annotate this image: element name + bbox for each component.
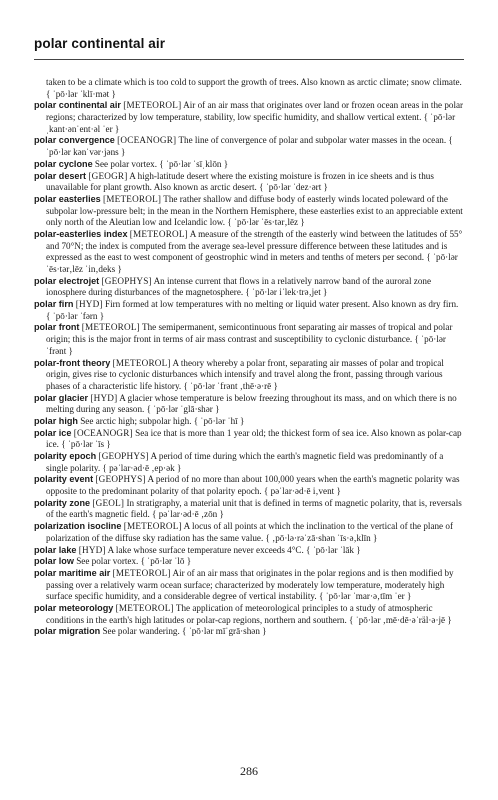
entry-headword: polar maritime air [34,567,111,578]
entry-headword: polarity zone [34,497,91,508]
entry-definition: A high-latitude desert where the existing moisture is frozen in ice sheets and is thus unavailable for plant growth. Also known as arctic desert. { ˈpō·lər ˈdez·ərt } [46,170,434,193]
subject-label: [GEOPHYS] [98,451,149,461]
entry-definition: Firn formed at low temperatures with no melting or liquid water present. Also known as dry firn. { ˈpō·lər ˈfərn } [46,299,459,321]
header-rule [34,59,464,60]
subject-label: [METEOROL] [115,602,174,613]
entry-definition: A period of time during which the earth's magnetic field was predominantly of a single polarity. { pəˈlar·əd·ē ‚ep·ək } [46,451,444,473]
dictionary-entry [34,135,464,158]
running-head: polar continental air [34,36,166,51]
subject-label: [HYD] [75,299,103,310]
dictionary-entry [34,498,464,521]
subject-label: [GEOPHYS] [95,474,146,485]
entry-headword: polar high [34,415,78,426]
dictionary-entry [34,276,464,299]
page-number: 286 [240,764,258,778]
entry-headword: polarity epoch [34,451,97,461]
entry-headword: polar firn [34,299,74,310]
entry-definition: See polar vortex. { ˈpō·lər ˈsīˌklōn } [94,158,229,169]
subject-label: [METEOROL] [123,521,182,532]
dictionary-entry [34,322,464,357]
entry-definition: The semipermanent, semicontinuous front separating air masses of tropical and polar origin; this is the major front in terms of air mass contrast and susceptibility to cyclonic disturbance. { ˈpō·lər ˈfrənt } [46,322,453,356]
entry-definition: In stratigraphy, a material unit that is defined in terms of magnetic polarity, that is, reversals of the earth's magnetic field. { pəˈlar·əd·ē ‚zōn } [46,497,462,520]
dictionary-entry [34,568,464,603]
dictionary-entry [34,474,464,497]
dictionary-entry [34,428,464,451]
entry-definition: The application of meteorological principles to a study of atmospheric conditions in the earth's high latitudes or polar-cap regions, northern and southern. { ˈpō·lər ‚mē·dē·əˈräl·ə·jē } [46,602,452,625]
entry-definition: A measure of the strength of the easterly wind between the latitudes of 55° and 70°N; the index is computed from the average sea-level pressure difference between these latitudes and is expressed as the east to west component of geostrophic wind in meters and tenths of meters per second. { ˈpō·lər ˈēs·tər‚lēz ˈin‚deks } [46,228,463,274]
entry-continuation [34,77,464,100]
entry-headword: polar ice [34,427,72,438]
entry-definition: The line of convergence of polar and subpolar water masses in the ocean. { ˈpō·lər kənˈvər·jəns } [46,135,453,158]
entry-headword: polar continental air [34,100,121,111]
dictionary-entry [34,299,464,322]
entry-definition: A glacier whose temperature is below freezing throughout its mass, and on which there is no melting during any season. { ˈpō·lər ˈglā·shər } [46,392,457,415]
entry-definition: A theory whereby a polar front, separating air masses of polar and tropical origin, gives rise to cyclonic disturbances which intensify and travel along the front, passing through various phases of a characteristic life history. { ˈpō·lər ˈfrənt ‚thē·ə·rē } [46,357,444,391]
entry-definition: Sea ice that is more than 1 year old; the thickest form of sea ice. Also known as polar-cap ice. { ˈpō·lər ˈīs } [46,427,462,450]
entry-definition: An intense current that flows in a relatively narrow band of the auroral zone ionosphere during disturbances of the magnetosphere. { ˈpō·lər iˈlek·trə‚jet } [46,275,432,298]
subject-label: [GEOGR] [88,170,128,181]
entry-headword: polar migration [34,626,101,637]
entry-headword: polar-easterlies index [34,228,128,239]
entry-definition: A lake whose surface temperature never exceeds 4°C. { ˈpō·lər ˈlāk } [107,544,361,555]
dictionary-entry [34,521,464,544]
entry-headword: polar glacier [34,392,89,403]
entry-headword: polar desert [34,170,87,181]
entry-list [34,77,464,638]
subject-label: [HYD] [78,544,106,555]
subject-label: [GEOPHYS] [101,275,152,286]
entry-definition: Air of an air mass that originates over land or frozen ocean areas in the polar regions; characterized by low temperature, stability, low specific humidity, and shallow vertical extent. { ˈpō·lər ˌkant·ənˈent·əl ˈer } [46,100,464,134]
subject-label: [OCEANOGR] [73,427,133,438]
entry-headword: polar convergence [34,135,115,146]
subject-label: [HYD] [90,392,118,403]
dictionary-entry [34,171,464,194]
dictionary-entry [34,229,464,276]
entry-headword: polar cyclone [34,158,93,169]
dictionary-entry [34,545,464,557]
subject-label: [METEOROL] [81,322,140,333]
subject-label: [METEOROL] [112,357,171,368]
entry-headword: polar-front theory [34,357,111,368]
entry-headword: polar front [34,322,80,333]
dictionary-entry [34,159,464,171]
subject-label: [METEOROL] [103,193,162,204]
dictionary-entry [34,194,464,229]
dictionary-entry [34,100,464,135]
entry-definition: See arctic high; subpolar high. { ˈpō·lər ˈhī } [80,415,245,426]
entry-definition: A period of no more than about 100,000 years when the earth's magnetic polarity was opposite to the predominant polarity of that polarity epoch. { pəˈlar·əd·ē i‚vent } [46,474,460,497]
dictionary-entry [34,626,464,638]
dictionary-entry [34,393,464,416]
dictionary-entry [34,358,464,393]
subject-label: [OCEANOGR] [117,135,177,146]
entry-headword: polar low [34,556,74,567]
dictionary-entry [34,603,464,626]
subject-label: [METEOROL] [123,100,182,111]
subject-label: [METEOROL] [129,228,188,239]
entry-definition: taken to be a climate which is too cold to support the growth of trees. Also known as arctic climate; snow climate. { ˈpō·lər ˈklī·mət } [46,77,462,99]
entry-headword: polarity event [34,474,94,485]
entry-definition: The rather shallow and diffuse body of easterly winds located poleward of the subpolar low-pressure belt; in the mean in the Northern Hemisphere, these easterlies exist to an appreciable extent only north of the Aleutian low and Icelandic low. { ˈpō·lər ˈēs·tər‚lēz } [46,193,463,228]
entry-headword: polarization isocline [34,521,122,532]
dictionary-entry [34,416,464,428]
entry-headword: polar lake [34,544,77,555]
entry-headword: polar electrojet [34,275,100,286]
entry-headword: polar meteorology [34,602,114,613]
subject-label: [GEOL] [92,497,125,508]
entry-definition: A locus of all points at which the inclination to the vertical of the plane of polarization of the diffuse sky radiation has the same value. { ‚pō·lə·rəˈzā·shən ˈīs·ə‚klīn } [46,521,453,543]
dictionary-entry [34,451,464,474]
subject-label: [METEOROL] [112,567,171,578]
entry-definition: See polar wandering. { ˈpō·lər mīˈgrā·shən } [102,626,267,637]
entry-definition: Air of an air mass that originates in the polar regions and is then modified by passing over a relatively warm ocean surface; characterized by moderately low temperature, moderately high surface specific humidity, and a considerable degree of vertical instability. { ˈpō·lər ˈmar·ə‚tīm ˈer } [46,567,454,602]
entry-headword: polar easterlies [34,193,101,204]
entry-definition: See polar vortex. { ˈpō·lər ˈlō } [76,556,192,567]
dictionary-entry [34,556,464,568]
